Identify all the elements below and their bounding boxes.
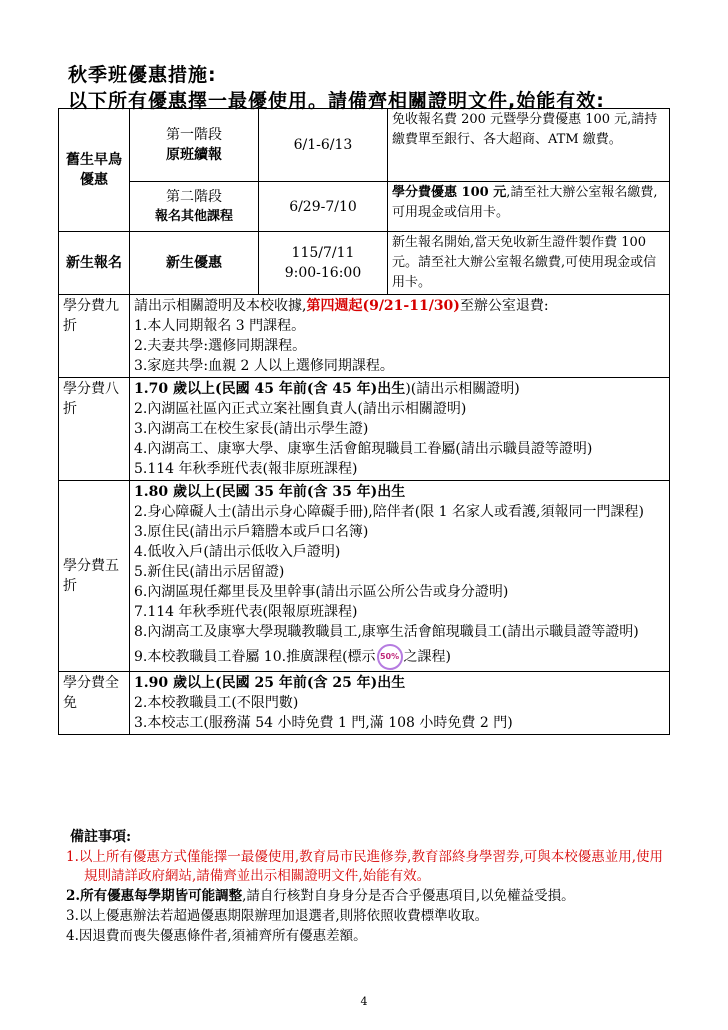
refund-period: 第四週起(9/21-11/30) [306, 298, 460, 314]
table-row [59, 378, 670, 481]
category-cell [59, 672, 130, 735]
category-label: 舊生早鳥優惠 [66, 152, 122, 188]
page-number: 4 [360, 995, 368, 1008]
desc-bold: 學分費優惠 100 元 [392, 185, 507, 201]
item-bold: 1.70 歲以上(民國 45 年前(含 45 年)出生 [134, 381, 406, 397]
date-cell: 6/1-6/13 [259, 109, 388, 182]
category-cell [59, 109, 130, 232]
list-item [134, 379, 665, 399]
list-item: 3.原住民(請出示戶籍謄本或戶口名簿) [134, 524, 369, 540]
time-line: 9:00-16:00 [284, 265, 362, 281]
category-label: 新生報名 [66, 255, 122, 271]
list-item: 3.家庭共學:血親 2 人以上選修同期課程。 [134, 358, 394, 374]
item-rest: )(請出示相關證明) [405, 381, 520, 397]
stage-cell [130, 109, 259, 182]
table-row [59, 672, 670, 735]
list-item: 8.內湖高工及康寧大學現職教職員工,康寧生活會館現職員工(請出示職員證等證明) [134, 624, 639, 640]
date-cell: 6/29-7/10 [259, 182, 388, 232]
detail-cell [130, 481, 670, 672]
category-label: 學分費八折 [63, 381, 119, 417]
stage-sub: 報名其他課程 [154, 208, 233, 224]
category-label: 學分費全免 [63, 675, 119, 711]
category-cell [59, 295, 130, 378]
note-item: 4.因退費而喪失優惠條件者,須補齊所有優惠差額。 [66, 928, 367, 944]
note-item: 3.以上優惠辦法若超過優惠期限辦理加退選者,則將依照收費標準收取。 [66, 908, 489, 924]
discount-table [58, 108, 670, 735]
list-item: 5.114 年秋季班代表(報非原班課程) [134, 461, 358, 477]
list-item: 7.114 年秋季班代表(限報原班課程) [134, 604, 358, 620]
section-subheading: 以下所有優惠擇一最優使用。請備齊相關證明文件,始能有效: [68, 90, 605, 112]
stage-name: 第二階段 [166, 188, 222, 205]
intro-text: 至辦公室退費: [459, 298, 549, 314]
intro-text: 請出示相關證明及本校收據, [134, 298, 307, 314]
date-cell [259, 232, 388, 295]
table-row [59, 481, 670, 672]
category-cell [59, 481, 130, 672]
list-item: 5.新住民(請出示居留證) [134, 564, 285, 580]
detail-cell [130, 295, 670, 378]
stage-name: 第一階段 [166, 127, 222, 144]
list-item: 2.身心障礙人士(請出示身心障礙手冊),陪伴者(限 1 名家人或看護,須報同一門課程) [134, 504, 644, 520]
note-rest: ,請自行核對自身身分是否合乎優惠項目,以免權益受損。 [242, 888, 575, 904]
list-item: 3.內湖高工在校生家長(請出示學生證) [134, 421, 369, 437]
list-item: 6.內湖區現任鄰里長及里幹事(請出示區公所公告或身分證明) [134, 584, 509, 600]
stage-sub: 原班續報 [166, 147, 222, 164]
desc-cell: 免收報名費 200 元暨學分費優惠 100 元,請持繳費單至銀行、各大超商、ATM 繳費。 [388, 109, 670, 182]
note-bold: 2.所有優惠每學期皆可能調整 [66, 888, 243, 904]
list-item [134, 644, 665, 670]
stage-cell: 新生優惠 [130, 232, 259, 295]
desc-cell: 新生報名開始,當天免收新生證件製作費 100 元。請至社大辦公室報名繳費,可使用現金或信用卡。 [388, 232, 670, 295]
category-cell [59, 378, 130, 481]
list-item: 4.內湖高工、康寧大學、康寧生活會館現職員工眷屬(請出示職員證等證明) [134, 441, 593, 457]
stage-cell [130, 182, 259, 232]
note-item: 1.以上所有優惠方式僅能擇一最優使用,教育局市民進修券,教育部終身學習券,可與本校優惠並用,使用規則請詳政府網站,請備齊並出示相關證明文件,始能有效。 [66, 849, 664, 884]
detail-cell [130, 672, 670, 735]
desc-cell [388, 182, 670, 232]
category-label: 學分費五折 [63, 558, 119, 594]
desc-rest: ,請至社大辦公室報名繳費,可用現金或信用卡。 [392, 185, 658, 221]
intro-line [134, 296, 665, 316]
section-heading: 秋季班優惠措施: [68, 64, 217, 86]
fifty-percent-badge-icon: 50% [377, 644, 403, 670]
table-row [59, 182, 670, 232]
category-cell [59, 232, 130, 295]
note-item [66, 887, 676, 906]
list-item: 2.本校教職員工(不限門數) [134, 695, 299, 711]
notes-list [66, 848, 676, 947]
item-text: 9.本校教職員工眷屬 10.推廣課程(標示 [134, 649, 376, 665]
table-row [59, 232, 670, 295]
list-item: 1.本人同期報名 3 門課程。 [134, 318, 306, 334]
list-item: 2.夫妻共學:選修同期課程。 [134, 338, 307, 354]
list-item: 1.80 歲以上(民國 35 年前(含 35 年)出生 [134, 484, 406, 500]
list-item: 2.內湖區社區內正式立案社團負責人(請出示相關證明) [134, 401, 467, 417]
notes-title: 備註事項: [70, 829, 132, 845]
list-item: 4.低收入戶(請出示低收入戶證明) [134, 544, 341, 560]
item-text: 之課程) [403, 649, 452, 665]
list-item: 3.本校志工(服務滿 54 小時免費 1 門,滿 108 小時免費 2 門) [134, 715, 513, 731]
category-label: 學分費九折 [63, 298, 119, 334]
date-line: 115/7/11 [291, 245, 355, 261]
table-row [59, 109, 670, 182]
detail-cell [130, 378, 670, 481]
list-item: 1.90 歲以上(民國 25 年前(含 25 年)出生 [134, 675, 406, 691]
table-row [59, 295, 670, 378]
